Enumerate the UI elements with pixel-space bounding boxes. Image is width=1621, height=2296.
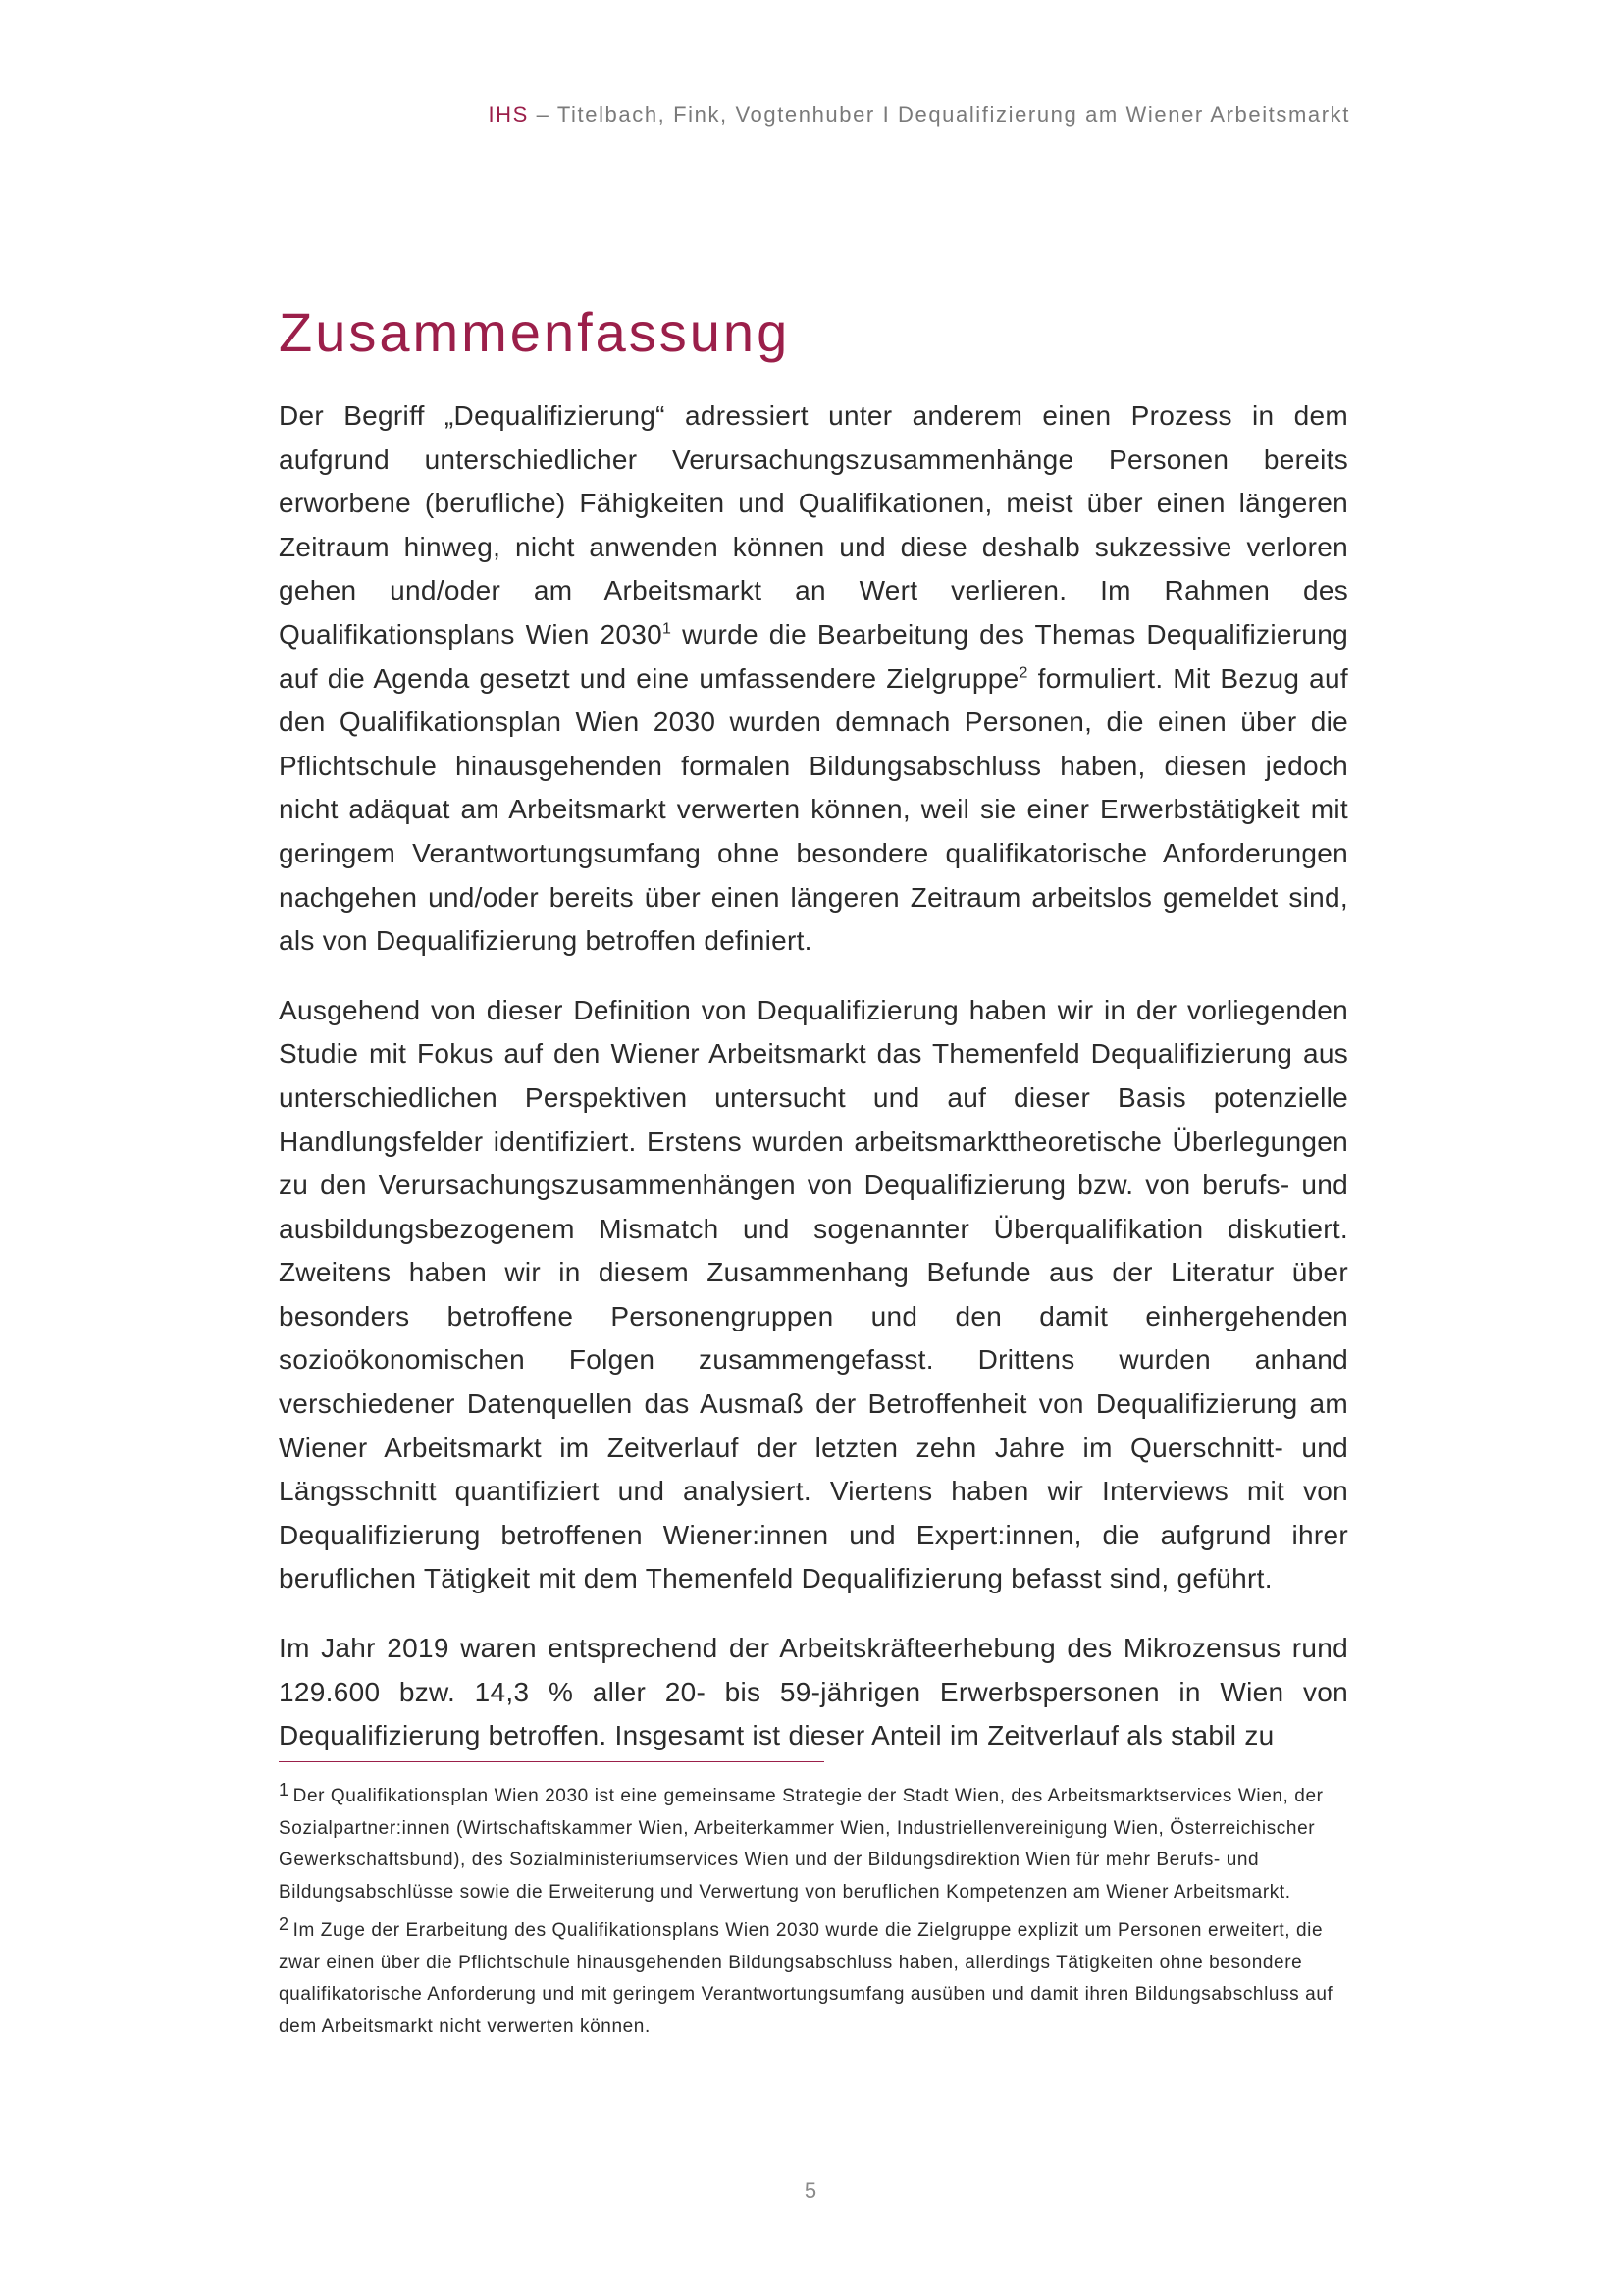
paragraph-1 xyxy=(279,394,1348,964)
header-text: – Titelbach, Fink, Vogtenhuber I Dequalifizierung am Wiener Arbeitsmarkt xyxy=(528,102,1350,127)
paragraph-1-part-a: Der Begriff „Dequalifizierung“ adressiert unter anderem einen Prozess in dem aufgrund unterschiedlicher Verursachungszusammenhänge Personen bereits erworbene (berufliche) Fähigkeiten und Qualifikationen, meist über einen längeren Zeitraum hinweg, nicht anwenden können und diese deshalb sukzessive verloren gehen und/oder am Arbeitsmarkt an Wert verlieren. Im Rahmen des Qualifikationsplans Wien 2030 xyxy=(279,400,1348,650)
paragraph-1-part-c: formuliert. Mit Bezug auf den Qualifikationsplan Wien 2030 wurden demnach Personen, die einen über die Pflichtschule hinausgehenden formalen Bildungsabschluss haben, diesen jedoch nicht adäquat am Arbeitsmarkt verwerten können, weil sie einer Erwerbstätigkeit mit geringem Verantwortungsumfang ohne besondere qualifikatorische Anforderungen nachgehen und/oder bereits über einen längeren Zeitraum arbeitslos gemeldet sind, als von Dequalifizierung betroffen definiert. xyxy=(279,662,1348,957)
footnote-ref-1[interactable]: 1 xyxy=(662,620,672,638)
footnote-1-text: Der Qualifikationsplan Wien 2030 ist eine gemeinsame Strategie der Stadt Wien, des Arbeitsmarktservices Wien, der Sozialpartner:innen (Wirtschaftskammer Wien, Arbeiterkammer Wien, Industriellenvereinigung Wien, Österreichischer Gewerkschaftsbund), des Sozialministeriumservices Wien und der Bildungsdirektion Wien für mehr Berufs- und Bildungsabschlüsse sowie die Erweiterung und Verwertung von beruflichen Kompetenzen am Wiener Arbeitsmarkt. xyxy=(279,1786,1324,1903)
running-header xyxy=(488,102,1350,128)
paragraph-3: Im Jahr 2019 waren entsprechend der Arbeitskräfteerhebung des Mikrozensus rund 129.600 bzw. 14,3 % aller 20- bis 59-jährigen Erwerbspersonen in Wien von Dequalifizierung betroffen. Insgesamt ist dieser Anteil im Zeitverlauf als stabil zu xyxy=(279,1633,1348,1751)
section-title: Zusammenfassung xyxy=(279,301,791,363)
footnote-separator xyxy=(279,1761,824,1762)
paragraph-1-part-b: wurde die Bearbeitung des Themas Dequalifizierung auf die Agenda gesetzt und eine umfassendere Zielgruppe xyxy=(279,618,1348,694)
footnote-2-text: Im Zuge der Erarbeitung des Qualifikationsplans Wien 2030 wurde die Zielgruppe explizit um Personen erweitert, die zwar einen über die Pflichtschule hinausgehenden Bildungsabschluss haben, allerdings Tätigkeiten ohne besondere qualifikatorische Anforderung und mit geringem Verantwortungsumfang ausüben und damit ihren Bildungsabschluss auf dem Arbeitsmarkt nicht verwerten können. xyxy=(279,1920,1333,2037)
footnote-2-number: 2 xyxy=(279,1914,289,1934)
footnote-ref-2[interactable]: 2 xyxy=(1019,664,1028,682)
body-text xyxy=(279,394,1348,1784)
header-brand: IHS xyxy=(488,102,529,127)
page-number: 5 xyxy=(804,2178,817,2203)
footnote-1-number: 1 xyxy=(279,1780,289,1800)
footnote-2 xyxy=(279,1908,1348,2043)
paragraph-2: Ausgehend von dieser Definition von Dequalifizierung haben wir in der vorliegenden Studie mit Fokus auf den Wiener Arbeitsmarkt das Themenfeld Dequalifizierung aus unterschiedlichen Perspektiven untersucht und auf dieser Basis potenzielle Handlungsfelder identifiziert. Erstens wurden arbeitsmarkttheoretische Überlegungen zu den Verursachungszusammenhängen von Dequalifizierung bzw. von berufs- und ausbildungsbezogenem Mismatch und sogenannter Überqualifikation diskutiert. Zweitens haben wir in diesem Zusammenhang Befunde aus der Literatur über besonders betroffene Personengruppen und den damit einhergehenden sozioökonomischen Folgen zusammengefasst. Drittens wurden anhand verschiedener Datenquellen das Ausmaß der Betroffenheit von Dequalifizierung am Wiener Arbeitsmarkt im Zeitverlauf der letzten zehn Jahre im Querschnitt- und Längsschnitt quantifiziert und analysiert. Viertens haben wir Interviews mit von Dequalifizierung betroffenen Wiener:innen und Expert:innen, die aufgrund ihrer beruflichen Tätigkeit mit dem Themenfeld Dequalifizierung befasst sind, geführt. xyxy=(279,994,1348,1594)
footnote-1 xyxy=(279,1774,1348,1908)
footnotes xyxy=(279,1774,1348,2043)
